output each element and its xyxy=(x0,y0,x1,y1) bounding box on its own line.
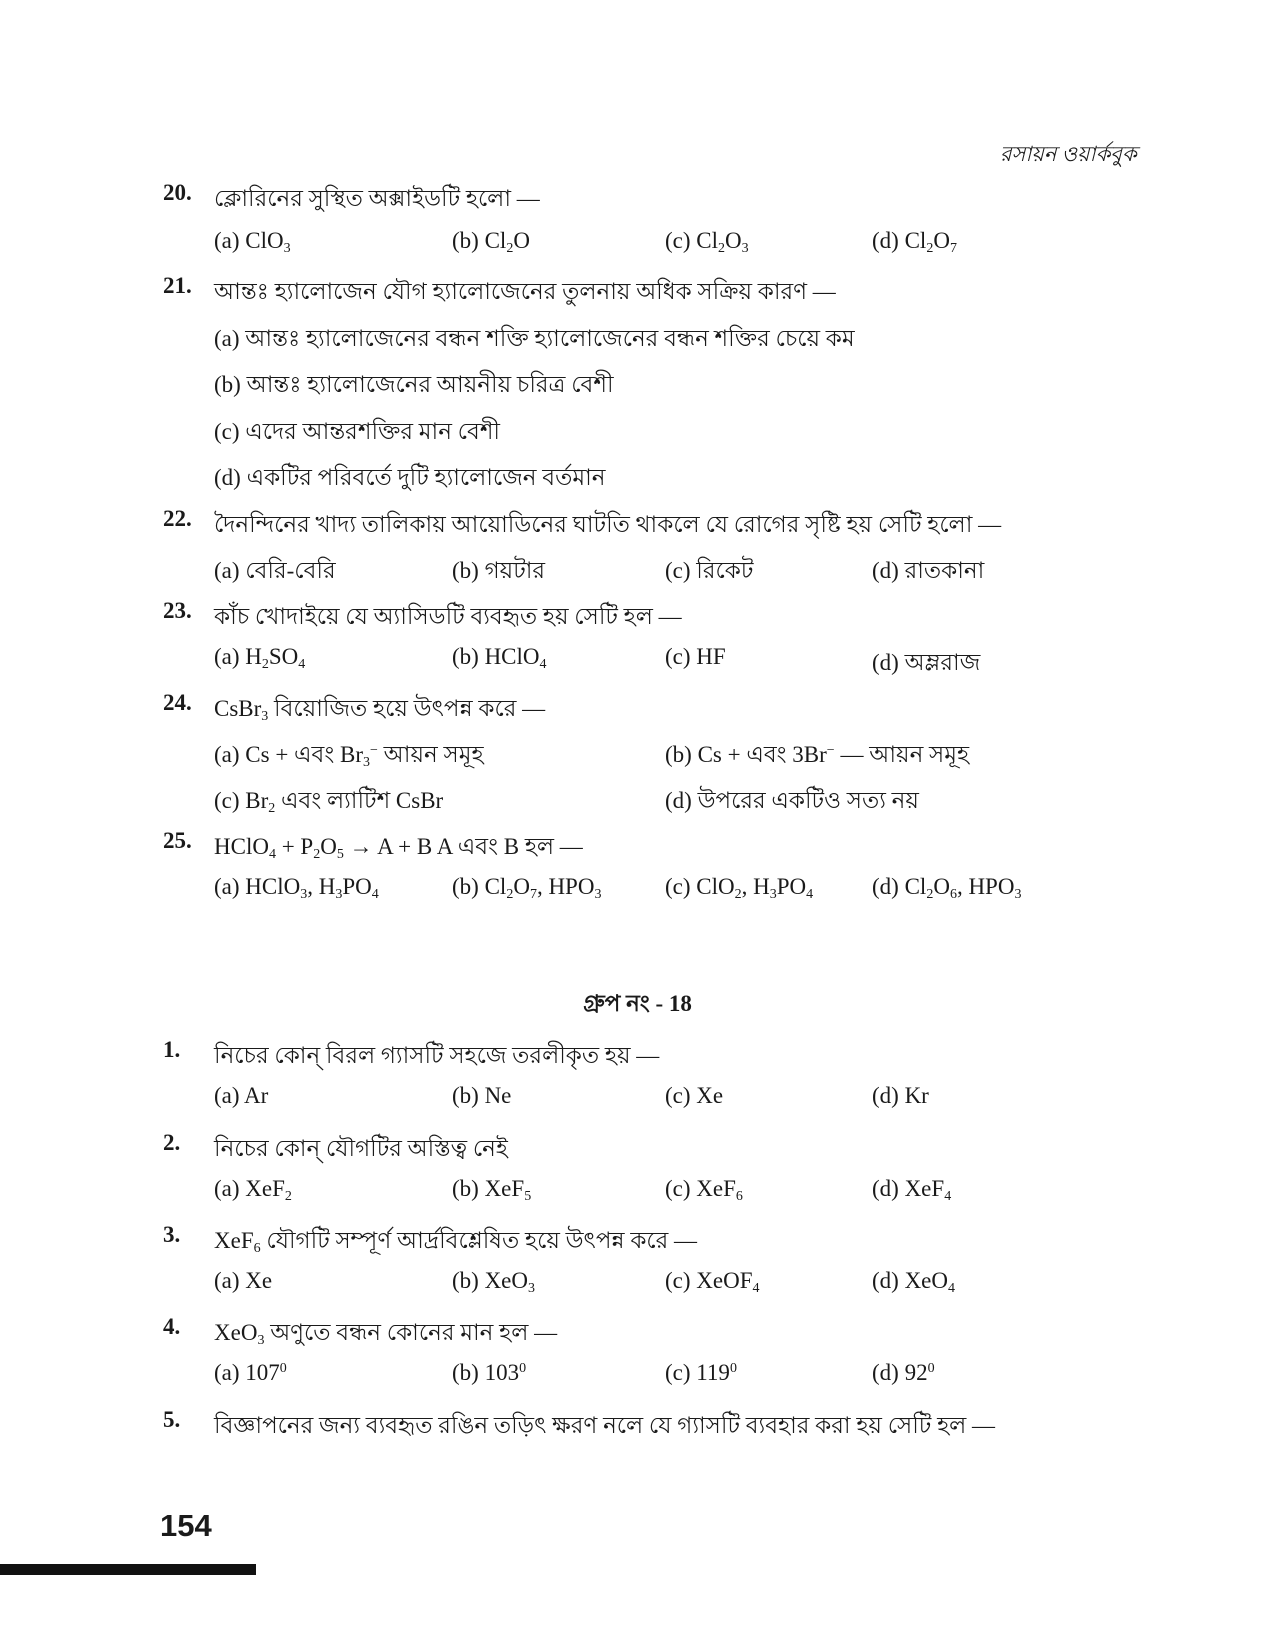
answer-option: (b) $Cl_2O_7$, $HPO_3$ xyxy=(452,874,602,902)
answer-option: (a) $107^0$ xyxy=(214,1360,287,1385)
page-number: 154 xyxy=(160,1508,212,1543)
answer-option: (c) HF xyxy=(665,644,726,669)
answer-option: (d) $Cl_2O_6$, $HPO_3$ xyxy=(872,874,1022,902)
question-number: 1. xyxy=(163,1037,181,1062)
question-text: আন্তঃ হ্যালোজেন যৌগ হ্যালোজেনের তুলনায় অধিক সক্রিয় কারণ — xyxy=(214,279,836,304)
question-number: 21. xyxy=(163,273,192,298)
question-text: XeF$_6$ যৌগটি সম্পূর্ণ আর্দ্রবিশ্লেষিত হয়ে উৎপন্ন করে — xyxy=(214,1228,698,1256)
answer-option: (d) অম্লরাজ xyxy=(872,650,981,675)
answer-option: (b) XeO$_3$ xyxy=(452,1268,535,1296)
answer-option: (a) Ar xyxy=(214,1083,269,1108)
answer-option: (c) $119^0$ xyxy=(665,1360,737,1385)
answer-option: (d) একটির পরিবর্তে দুটি হ্যালোজেন বর্তমান xyxy=(214,465,606,490)
answer-option: (d) XeO$_4$ xyxy=(872,1268,955,1296)
answer-option: (a) XeF$_2$ xyxy=(214,1176,292,1204)
answer-option: (c) রিকেট xyxy=(665,558,754,583)
question-text: কাঁচ খোদাইয়ে যে অ্যাসিডটি ব্যবহৃত হয় সেটি হল — xyxy=(214,604,682,629)
question-number: 4. xyxy=(163,1314,181,1339)
answer-option: (c) XeF$_6$ xyxy=(665,1176,743,1204)
answer-option: (c) $Br_2$ এবং ল্যাটিশ CsBr xyxy=(214,788,444,816)
answer-option: (a) $H_2SO_4$ xyxy=(214,644,306,672)
answer-option: (a) ClO$_3$ xyxy=(214,228,291,256)
question-number: 22. xyxy=(163,506,192,531)
question-text: বিজ্ঞাপনের জন্য ব্যবহৃত রঙিন তড়িৎ ক্ষরণ নলে যে গ্যাসটি ব্যবহার করা হয় সেটি হল — xyxy=(214,1413,996,1438)
answer-option: (b) Ne xyxy=(452,1083,512,1108)
answer-option: (b) Cs + এবং 3Br− — আয়ন সমূহ xyxy=(665,742,970,767)
answer-option: (c) Xe xyxy=(665,1083,724,1108)
question-number: 25. xyxy=(163,828,192,853)
answer-option: (d) $92^0$ xyxy=(872,1360,935,1385)
answer-option: (d) $Cl_2O_7$ xyxy=(872,228,957,256)
answer-option: (a) Xe xyxy=(214,1268,273,1293)
question-text: দৈনন্দিনের খাদ্য তালিকায় আয়োডিনের ঘাটতি থাকলে যে রোগের সৃষ্টি হয় সেটি হলো — xyxy=(214,512,1002,537)
answer-option: (a) আন্তঃ হ্যালোজেনের বন্ধন শক্তি হ্যালোজেনের বন্ধন শক্তির চেয়ে কম xyxy=(214,326,855,351)
answer-option: (b) $103^0$ xyxy=(452,1360,527,1385)
question-number: 5. xyxy=(163,1407,181,1432)
answer-option: (b) $Cl_2O$ xyxy=(452,228,530,256)
question-text: XeO$_3$ অণুতে বন্ধন কোনের মান হল — xyxy=(214,1320,558,1348)
question-number: 3. xyxy=(163,1222,181,1247)
answer-option: (d) Kr xyxy=(872,1083,929,1108)
answer-option: (c) $Cl_2O_3$ xyxy=(665,228,749,256)
question-number: 2. xyxy=(163,1130,181,1155)
footer-bar xyxy=(0,1564,256,1575)
answer-option: (d) রাতকানা xyxy=(872,558,985,583)
answer-option: (c) XeOF$_4$ xyxy=(665,1268,760,1296)
answer-option: (a) HClO$_3$, $H_3PO_4$ xyxy=(214,874,379,902)
question-number: 20. xyxy=(163,180,192,205)
question-text: নিচের কোন্ যৌগটির অস্তিত্ব নেই xyxy=(214,1136,508,1161)
question-text: ক্লোরিনের সুস্থিত অক্সাইডটি হলো — xyxy=(214,186,540,211)
running-header: রসায়ন ওয়ার্কবুক xyxy=(1000,142,1137,166)
answer-option: (a) Cs + এবং $Br_3^-$ আয়ন সমূহ xyxy=(214,742,484,770)
answer-option: (b) আন্তঃ হ্যালোজেনের আয়নীয় চরিত্র বেশী xyxy=(214,372,614,397)
answer-option: (c) ClO$_2$, $H_3PO_4$ xyxy=(665,874,814,902)
question-text: নিচের কোন্ বিরল গ্যাসটি সহজে তরলীকৃত হয় — xyxy=(214,1043,660,1068)
answer-option: (b) XeF$_5$ xyxy=(452,1176,532,1204)
answer-option: (c) এদের আন্তরশক্তির মান বেশী xyxy=(214,419,501,444)
question-number: 24. xyxy=(163,690,192,715)
answer-option: (d) উপরের একটিও সত্য নয় xyxy=(665,788,919,813)
question-text: CsBr$_3$ বিয়োজিত হয়ে উৎপন্ন করে — xyxy=(214,696,546,724)
question-text: HClO$_4$ + $P_2O_5 \to A + B$ A এবং B হল — xyxy=(214,834,583,862)
question-number: 23. xyxy=(163,598,192,623)
answer-option: (a) বেরি-বেরি xyxy=(214,558,336,583)
answer-option: (b) গয়টার xyxy=(452,558,546,583)
answer-option: (d) XeF$_4$ xyxy=(872,1176,952,1204)
answer-option: (b) HClO$_4$ xyxy=(452,644,547,672)
section-title: গ্রুপ নং - 18 xyxy=(583,991,692,1016)
